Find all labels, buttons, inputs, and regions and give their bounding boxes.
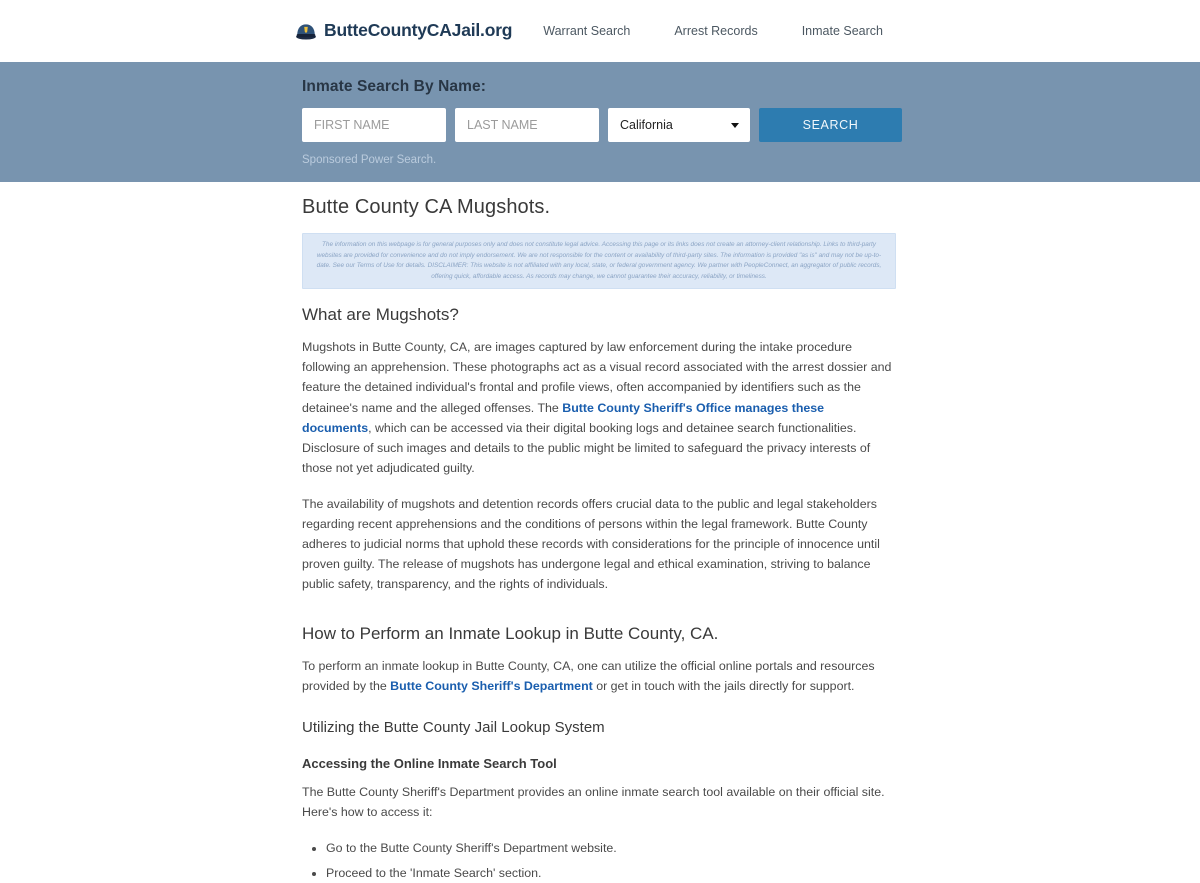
link-sheriffs-department[interactable]: Butte County Sheriff's Department: [390, 679, 593, 694]
hero-title: Inmate Search By Name:: [302, 78, 486, 95]
site-header: [0, 0, 1200, 62]
paragraph-mugshots-definition: [302, 337, 896, 478]
header-inner: [0, 0, 1200, 62]
section-heading-inmate-lookup: How to Perform an Inmate Lookup in Butte County, CA.: [302, 624, 719, 644]
list-item: • Go to the Butte County Sheriff's Department website.: [326, 838, 896, 858]
paragraph-mugshots-availability: The availability of mugshots and detention records offers crucial data to the public and legal stakeholders regarding recent apprehensions and the conditions of persons within the legal framework. Butte County adheres to judicial norms that uphold these records with considerations for the principle of innocence until proven guilty. The release of mugshots has undergone legal and ethical examination, striving to balance public safety, transparency, and the rights of individuals.: [302, 496, 880, 592]
lookup-steps-list: [302, 838, 896, 883]
text-segment: , which can be accessed via their digital booking logs and detainee search functionalities. Disclosure of such images and details to the public might be limited to safeguard the privacy interests of those not yet adjudicated guilty.: [302, 420, 871, 475]
article-content: [302, 182, 896, 883]
text-segment: To perform an inmate lookup in Butte County, CA, one can utilize the official online portals and resources provided by the: [302, 659, 875, 694]
paragraph-online-tool-intro: The Butte County Sheriff's Department provides an online inmate search tool available on their official site. Here's how to access it:: [302, 784, 885, 819]
text-segment: or get in touch with the jails directly for support.: [592, 679, 855, 694]
last-name-input[interactable]: [455, 108, 599, 142]
page-title: Butte County CA Mugshots.: [302, 196, 551, 218]
link-sheriffs-office-documents[interactable]: Butte County Sheriff's Office manages these documents: [302, 400, 825, 435]
nav-item-warrant-search[interactable]: Warrant Search: [543, 23, 631, 38]
list-item: • Proceed to the 'Inmate Search' section.: [326, 863, 896, 883]
subsection-heading-online-search-tool: Accessing the Online Inmate Search Tool: [302, 755, 557, 771]
legal-disclaimer: The information on this webpage is for general purposes only and does not constitute legal advice. Accessing this page or its links does not create an attorney-client relationship. Links to third-party websites are provided for convenience and do not imply endorsement. We are not responsible for the content or availability of third-party sites. The information is provided "as is" and may not be up-to-date. See our Terms of Use for details. DISCLAIMER: This website is not affiliated with any local, state, or federal government agency. We partner with PeopleConnect, an aggregator of public records, offering quick, affordable access. As records may change, we cannot guarantee their accuracy, reliability, or timeliness.: [302, 233, 896, 289]
police-cap-icon: [295, 20, 317, 42]
state-select-wrapper: [608, 108, 750, 142]
section-heading-what-are-mugshots: What are Mugshots?: [302, 305, 459, 325]
text-segment: Mugshots in Butte County, CA, are images captured by law enforcement during the intake procedure following an apprehension. These photographs act as a visual record associated with the arrest dossier and feature the detained individual's frontal and profile views, often accompanied by identifiers such as the detainee's name and the alleged offenses. The: [302, 340, 892, 415]
sponsored-power-search-link[interactable]: Sponsored Power Search.: [302, 154, 437, 166]
first-name-input[interactable]: [302, 108, 446, 142]
state-select[interactable]: [608, 108, 750, 142]
nav-item-arrest-records[interactable]: Arrest Records: [674, 23, 758, 38]
brand-name: ButteCountyCAJail.org: [324, 20, 513, 40]
paragraph-lookup-intro: [302, 656, 896, 696]
hero-inner: [302, 78, 912, 168]
nav-item-inmate-search[interactable]: Inmate Search: [801, 23, 883, 38]
brand-logo-link[interactable]: [295, 20, 512, 42]
search-button[interactable]: SEARCH: [759, 108, 902, 142]
inmate-search-form: [302, 108, 912, 142]
subsection-heading-jail-lookup-system: Utilizing the Butte County Jail Lookup System: [302, 718, 605, 736]
inmate-search-hero: [0, 62, 1200, 182]
main-navigation: [521, 18, 905, 44]
